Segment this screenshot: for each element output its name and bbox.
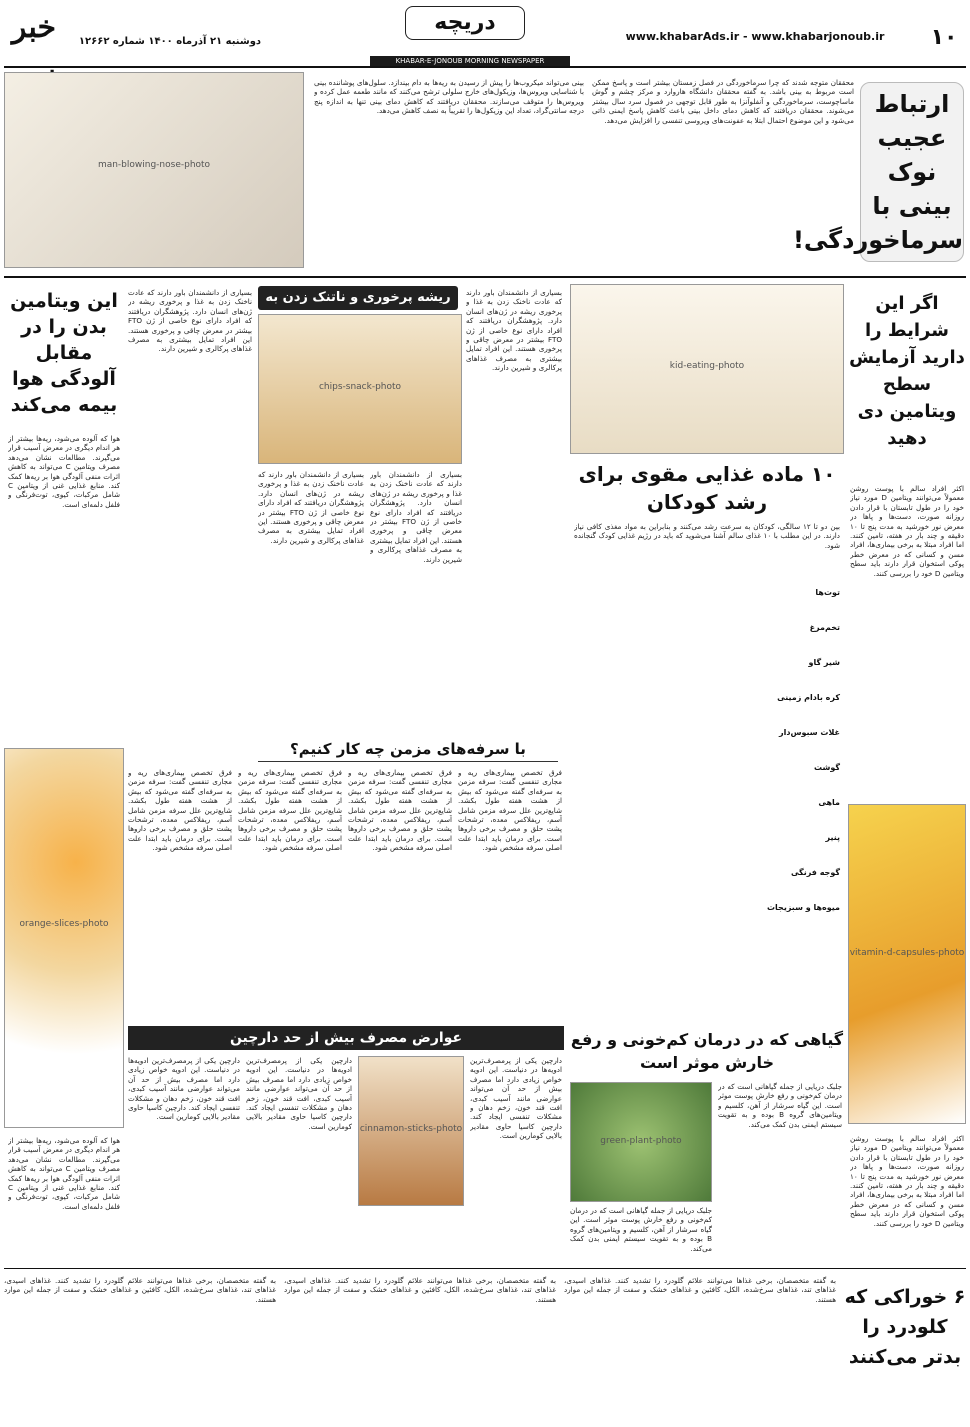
kids-growth-section [570,284,844,1024]
vitamin-pollution-section [4,284,124,1414]
seaweed-photo: green-plant-photo [570,1082,712,1202]
page-number: ۱۰ [930,25,958,50]
list-item: میوه‌ها و سبزیجات [767,903,840,912]
nose-cold-title: ارتباط عجیب نوک بینی با سرماخوردگی! [860,82,964,262]
list-item: شیر گاو [808,658,840,667]
kids-growth-title: ۱۰ ماده غذایی مقوی برای رشد کودکان [578,462,836,514]
cough-title: با سرفه‌های مزمن چه کار کنیم؟ [258,736,558,762]
list-item: غلات سبوس‌دار [778,728,840,737]
cinnamon-col-2: دارچین یکی از پرمصرف‌ترین ادویه‌ها در دنیاست. این ادویه خواص زیادی دارد اما مصرف بیش از حد آن می‌تواند عوارضی مانند آسیب کبدی، افت قند خون، زخم دهان و مشکلات تنفسی ایجاد کند. دارچین کاسیا حاوی مقادیر بالایی کومارین است. [246,1056,352,1131]
kids-growth-body: بین دو تا ۱۲ سالگی، کودکان به سرعت رشد می‌کنند و بنابراین به مواد مغذی کافی نیاز دارند. در این مطلب با ۱۰ غذای سالم آشنا می‌شوید که باید در رژیم غذایی کودک گنجانده شود. [574,522,840,550]
cinnamon-col-3: دارچین یکی از پرمصرف‌ترین ادویه‌ها در دنیاست. این ادویه خواص زیادی دارد اما مصرف بیش از حد آن می‌تواند عوارضی مانند آسیب کبدی، افت قند خون، زخم دهان و مشکلات تنفسی ایجاد کند. دارچین کاسیا حاوی مقادیر بالایی کومارین است. [128,1056,240,1122]
vitamin-pollution-body-2: هوا که آلوده می‌شود، ریه‌ها بیشتر از هر اندام دیگری در معرض آسیب قرار می‌گیرند. مطالعات نشان می‌دهد مصرف ویتامین C می‌تواند به کاهش اثرات منفی آلودگی هوا بر ریه‌ها کمک کند. منابع غذایی غنی از ویتامین C شامل مرکبات، کیوی، توت‌فرنگی و فلفل دلمه‌ای است. [8,1136,120,1211]
greed-col-a: بسیاری از دانشمندان باور دارند که عادت ناخنک زدن به غذا و پرخوری ریشه در ژن‌های انسان دارد. پژوهشگران دریافتند که افراد دارای نوع خاصی از ژن FTO بیشتر در معرض چاقی و پرخوری هستند. این افراد تمایل بیشتری به مصرف غذاهای پرکالری و شیرین دارند. [370,470,462,564]
header-rule [4,66,966,68]
websites[interactable]: www.khabarAds.ir - www.khabarjonoub.ir [625,30,885,43]
cinnamon-section [128,1026,564,1262]
cold-foods-col-2: به گفته متخصصان، برخی غذاها می‌توانند علائم گلودرد را تشدید کنند. غذاهای اسیدی، غذاهای تند، غذاهای سرخ‌شده، الکل، کافئین و غذاهای خشک و سفت از جمله این موارد هستند. [284,1276,556,1304]
cinnamon-photo: cinnamon-sticks-photo [358,1056,464,1206]
list-item: گوجه فرنگی [790,868,840,877]
page-header [0,0,970,68]
greed-col-b: بسیاری از دانشمندان باور دارند که عادت ناخنک زدن به غذا و پرخوری ریشه در ژن‌های انسان دارد. پژوهشگران دریافتند که افراد دارای نوع خاصی از ژن FTO بیشتر در معرض چاقی و پرخوری هستند. این افراد تمایل بیشتری به مصرف غذاهای پرکالری و شیرین دارند. [258,470,364,545]
rule-bottom [4,1268,966,1269]
list-item: توت‌ها [815,588,840,597]
vitamin-pollution-body-1: هوا که آلوده می‌شود، ریه‌ها بیشتر از هر اندام دیگری در معرض آسیب قرار می‌گیرند. مطالعات نشان می‌دهد مصرف ویتامین C می‌تواند به کاهش اثرات منفی آلودگی هوا بر ریه‌ها کمک کند. منابع غذایی غنی از ویتامین C شامل مرکبات، کیوی، توت‌فرنگی و فلفل دلمه‌ای است. [8,434,120,509]
greed-col-right: بسیاری از دانشمندان باور دارند که عادت ناخنک زدن به غذا و پرخوری ریشه در ژن‌های انسان دارد. پژوهشگران دریافتند که افراد دارای نوع خاصی از ژن FTO بیشتر در معرض چاقی و پرخوری هستند. این افراد تمایل بیشتری به مصرف غذاهای پرکالری و شیرین دارند. [466,288,562,373]
kid-photo: kid-eating-photo [570,284,844,454]
vitamin-pollution-title: این ویتامین بدن را در مقابل آلودگی هوا بیمه می‌کند [10,290,118,416]
cough-col-4: فرق تخصص بیماری‌های ریه و مجاری تنفسی گفت: سرفه مزمن به سرفه‌ای گفته می‌شود که بیش از هشت هفته طول بکشد. شایع‌ترین علل سرفه مزمن شامل آسم، ریفلاکس معده، ترشحات پشت حلق و مصرف برخی داروها است. برای درمان باید ابتدا علت اصلی سرفه مشخص شود. [128,768,232,853]
cough-col-2: فرق تخصص بیماری‌های ریه و مجاری تنفسی گفت: سرفه مزمن به سرفه‌ای گفته می‌شود که بیش از هشت هفته طول بکشد. شایع‌ترین علل سرفه مزمن شامل آسم، ریفلاکس معده، ترشحات پشت حلق و مصرف برخی داروها است. برای درمان باید ابتدا علت اصلی سرفه مشخص شود. [348,768,452,853]
cold-foods-section [4,1272,966,1422]
nose-cold-section [4,72,966,272]
nose-cold-col1: محققان متوجه شدند که چرا سرماخوردگی در فصل زمستان بیشتر است و پاسخ ممکن است مربوط به بینی باشد. به گفته محققان دانشگاه هاروارد و مرکز چشم و گوش ماساچوست، سرماخوردگی و آنفلوآنزا به طور قابل توجهی در فصول سرد سال بیشتر می‌شوند. محققان دریافتند که کاهش دمای داخل بینی باعث کاهش پاسخ ایمنی ذاتی می‌شود و این موضوع احتمال ابتلا به عفونت‌های ویروسی تنفسی را افزایش می‌دهد. [592,78,854,125]
vitamin-d-body-2: اکثر افراد سالم با پوست روشن معمولاً می‌توانند ویتامین D مورد نیاز خود را در طول تابستان با قرار دادن روزانه صورت، دست‌ها و پاها در معرض نور خورشید به مدت پنج تا ۱۰ دقیقه و چند بار در هفته، تامین کنند. اما افراد مبتلا به برخی بیماری‌ها، افراد مسن و کسانی که در معرض خطر پوکی استخوان قرار دارند باید سطح ویتامین D خود را بررسی کنند. [850,1134,964,1228]
list-item: ماهی [818,798,840,807]
cinnamon-col-1: دارچین یکی از پرمصرف‌ترین ادویه‌ها در دنیاست. این ادویه خواص زیادی دارد اما مصرف بیش از حد آن می‌تواند عوارضی مانند آسیب کبدی، افت قند خون، زخم دهان و مشکلات تنفسی ایجاد کند. دارچین کاسیا حاوی مقادیر بالایی کومارین است. [470,1056,562,1141]
greed-col-left: بسیاری از دانشمندان باور دارند که عادت ناخنک زدن به غذا و پرخوری ریشه در ژن‌های انسان دارد. پژوهشگران دریافتند که افراد دارای نوع خاصی از ژن FTO بیشتر در معرض چاقی و پرخوری هستند. این افراد تمایل بیشتری به مصرف غذاهای پرکالری و شیرین دارند. [128,288,252,354]
vitamin-d-section [848,284,966,1414]
greed-title: ریشه پرخوری و ناتنک زدن به [258,286,458,310]
orange-photo: orange-slices-photo [4,748,124,1128]
anemia-body-1: جلبک دریایی از جمله گیاهانی است که در درمان کم‌خونی و رفع خارش پوست موثر است. این گیاه سرشار از آهن، کلسیم و ویتامین‌های گروه B بوده و به تقویت سیستم ایمنی بدن کمک می‌کند. [718,1082,842,1129]
masthead-logo: خبر [11,10,57,45]
list-item: تخم‌مرغ [809,623,840,632]
nose-cold-col2: بینی می‌تواند میکروب‌ها را پیش از رسیدن به ریه‌ها به دام بیندازد. سلول‌های پوشاننده بینی با شناسایی ویروس‌ها، وزیکول‌های خارج سلولی ترشح می‌کنند که مانند طعمه عمل کرده و ویروس‌ها را متوقف می‌سازند. محققان دریافتند که کاهش دمای بینی تنها به اندازه پنج درجه سانتی‌گراد، تعداد این وزیکول‌ها را تقریباً به نصف کاهش می‌دهد. [314,78,584,116]
sneeze-photo: man-blowing-nose-photo [4,72,304,268]
cough-col-1: فرق تخصص بیماری‌های ریه و مجاری تنفسی گفت: سرفه مزمن به سرفه‌ای گفته می‌شود که بیش از هشت هفته طول بکشد. شایع‌ترین علل سرفه مزمن شامل آسم، ریفلاکس معده، ترشحات پشت حلق و مصرف برخی داروها است. برای درمان باید ابتدا علت اصلی سرفه مشخص شود. [458,768,562,853]
chips-photo: chips-snack-photo [258,314,462,464]
cold-foods-col-1: به گفته متخصصان، برخی غذاها می‌توانند علائم گلودرد را تشدید کنند. غذاهای اسیدی، غذاهای تند، غذاهای سرخ‌شده، الکل، کافئین و غذاهای خشک و سفت از جمله این موارد هستند. [564,1276,836,1304]
vitamin-d-title: اگر این شرایط را دارید آزمایش سطح ویتامین دی دهید [849,293,965,449]
issue-date: دوشنبه ۲۱ آذرماه ۱۴۰۰ شماره ۱۲۶۶۲ [78,36,262,47]
cold-foods-col-3: به گفته متخصصان، برخی غذاها می‌توانند علائم گلودرد را تشدید کنند. غذاهای اسیدی، غذاهای تند، غذاهای سرخ‌شده، الکل، کافئین و غذاهای خشک و سفت از جمله این موارد هستند. [4,1276,276,1304]
anemia-body-2: جلبک دریایی از جمله گیاهانی است که در درمان کم‌خونی و رفع خارش پوست موثر است. این گیاه سرشار از آهن، کلسیم و ویتامین‌های گروه B بوده و به تقویت سیستم ایمنی بدن کمک می‌کند. [570,1206,712,1253]
vitamin-d-body-1: اکثر افراد سالم با پوست روشن معمولاً می‌توانند ویتامین D مورد نیاز خود را در طول تابستان با قرار دادن روزانه صورت، دست‌ها و پاها در معرض نور خورشید به مدت پنج تا ۱۰ دقیقه و چند بار در هفته، تامین کنند. اما افراد مبتلا به برخی بیماری‌ها، افراد مسن و کسانی که در معرض خطر پوکی استخوان قرار دارند باید سطح ویتامین D خود را بررسی کنند. [850,484,964,578]
capsules-photo: vitamin-d-capsules-photo [848,804,966,1124]
cinnamon-title: عوارض مصرف بیش از حد دارچین [128,1026,564,1050]
list-item: پنیر [825,833,840,842]
cough-col-3: فرق تخصص بیماری‌های ریه و مجاری تنفسی گفت: سرفه مزمن به سرفه‌ای گفته می‌شود که بیش از هشت هفته طول بکشد. شایع‌ترین علل سرفه مزمن شامل آسم، ریفلاکس معده، ترشحات پشت حلق و مصرف برخی داروها است. برای درمان باید ابتدا علت اصلی سرفه مشخص شود. [238,768,342,853]
anemia-title: گیاهی که در درمان کم‌خونی و رفع خارش موثر است [570,1030,844,1072]
anemia-section [570,1028,844,1264]
cough-section [128,732,564,1022]
kids-growth-items [574,584,840,1014]
list-item: گوشت [813,763,840,772]
rule-1 [4,276,966,278]
english-bar: KHABAR-E-JONOUB MORNING NEWSPAPER [370,56,570,66]
list-item: کره بادام زمینی [777,693,840,702]
greed-section [128,284,564,728]
section-title: دریچه [405,6,525,40]
cold-foods-title: ۶ خوراکی که کلودرد را بدتر می‌کنند [844,1286,966,1368]
